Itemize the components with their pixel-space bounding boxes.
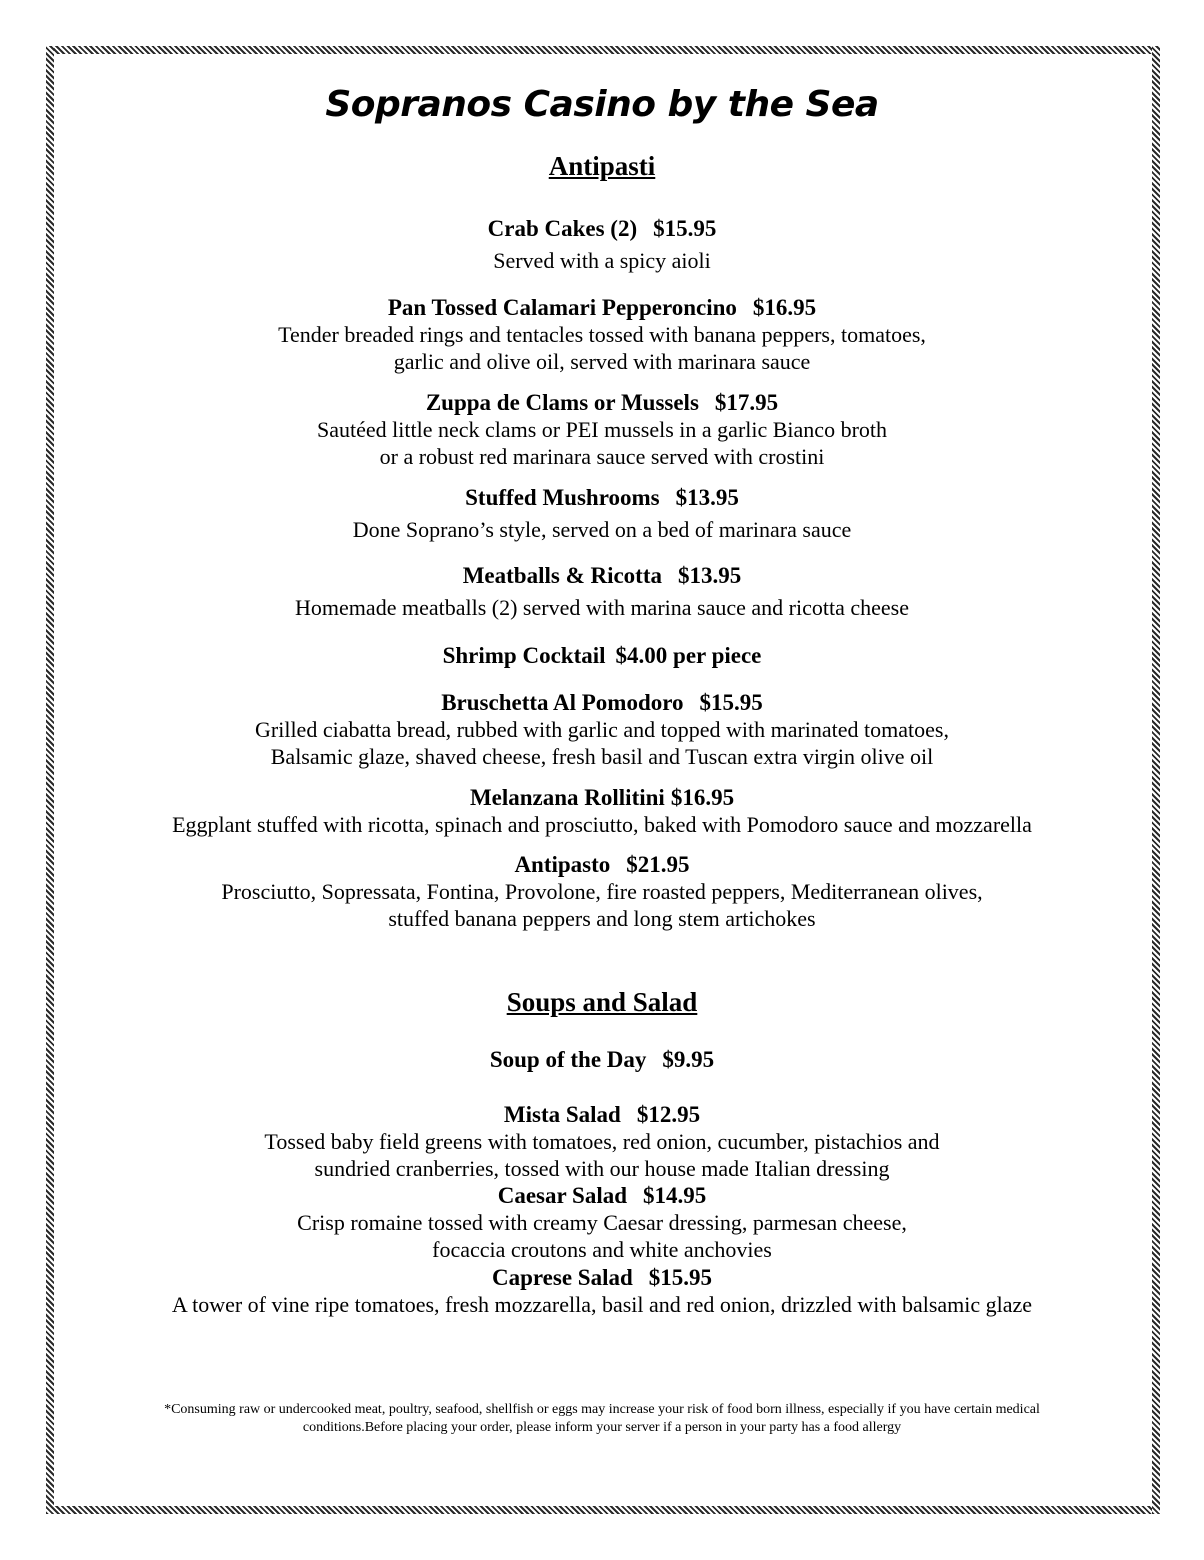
item-name: Meatballs & Ricotta	[462, 563, 663, 588]
item-description: or a robust red marinara sauce served with crostini	[379, 444, 825, 469]
item-price: $15.95	[648, 1265, 713, 1290]
border-bottom	[46, 1506, 1160, 1514]
item-price: $4.00 per piece	[615, 643, 762, 668]
menu-item	[0, 1264, 1204, 1318]
item-name: Crab Cakes (2)	[487, 216, 638, 241]
menu-item	[0, 484, 1204, 543]
item-description: Tender breaded rings and tentacles tossed with banana peppers, tomatoes,	[278, 322, 926, 347]
disclaimer-line: *Consuming raw or undercooked meat, poultry, seafood, shellfish or eggs may increase your risk of food born illness, especially if you have certain medical	[164, 1402, 1040, 1417]
item-description: sundried cranberries, tossed with our house made Italian dressing	[314, 1156, 890, 1181]
menu-item	[0, 294, 1204, 375]
item-description: focaccia croutons and white anchovies	[432, 1237, 772, 1262]
menu-item	[0, 1046, 1204, 1073]
item-description: Sautéed little neck clams or PEI mussels in a garlic Bianco broth	[316, 417, 888, 442]
item-name: Antipasto	[514, 852, 611, 877]
item-name: Zuppa de Clams or Mussels	[425, 390, 699, 415]
item-price: $15.95	[699, 690, 763, 715]
menu-item	[0, 851, 1204, 932]
item-price: $21.95	[626, 852, 690, 877]
item-description: Eggplant stuffed with ricotta, spinach and prosciutto, baked with Pomodoro sauce and mozzarella	[172, 812, 1032, 837]
item-name: Soup of the Day	[489, 1047, 647, 1072]
item-description: Tossed baby field greens with tomatoes, red onion, cucumber, pistachios and	[264, 1129, 940, 1154]
restaurant-title: Sopranos Casino by the Sea	[325, 84, 879, 125]
item-price: $16.95	[752, 295, 817, 320]
disclaimer-line: conditions.Before placing your order, please inform your server if a person in your party has a food allergy	[302, 1420, 902, 1435]
item-description: Done Soprano’s style, served on a bed of marinara sauce	[352, 517, 852, 542]
item-name: Caesar Salad	[497, 1183, 628, 1208]
section-heading-antipasti: Antipasti	[548, 151, 656, 181]
menu-item	[0, 689, 1204, 770]
item-description: Crisp romaine tossed with creamy Caesar dressing, parmesan cheese,	[297, 1210, 907, 1235]
item-description: Served with a spicy aioli	[493, 248, 711, 273]
section-heading-soups-and-salad: Soups and Salad	[506, 987, 698, 1017]
item-price: $9.95	[662, 1047, 715, 1072]
item-price: $17.95	[714, 390, 779, 415]
item-description: stuffed banana peppers and long stem artichokes	[388, 906, 816, 931]
item-price: $14.95	[643, 1183, 707, 1208]
item-price: $13.95	[675, 485, 739, 510]
item-description: garlic and olive oil, served with marinara sauce	[393, 349, 811, 374]
item-description: Grilled ciabatta bread, rubbed with garlic and topped with marinated tomatoes,	[255, 717, 949, 742]
menu-item	[0, 642, 1204, 669]
item-price: $16.95	[670, 785, 735, 810]
menu-item	[0, 215, 1204, 274]
item-description: Prosciutto, Sopressata, Fontina, Provolone, fire roasted peppers, Mediterranean olives,	[221, 879, 983, 904]
menu-item	[0, 562, 1204, 621]
item-description: Homemade meatballs (2) served with marina sauce and ricotta cheese	[295, 595, 909, 620]
item-description: Balsamic glaze, shaved cheese, fresh basil and Tuscan extra virgin olive oil	[270, 744, 934, 769]
menu-item	[0, 784, 1204, 838]
item-name: Caprese Salad	[491, 1265, 633, 1290]
menu-item	[0, 1182, 1204, 1263]
item-name: Mista Salad	[503, 1102, 621, 1127]
menu-item	[0, 389, 1204, 470]
item-price: $15.95	[653, 216, 717, 241]
item-name: Bruschetta Al Pomodoro	[441, 690, 684, 715]
item-description: A tower of vine ripe tomatoes, fresh mozzarella, basil and red onion, drizzled with balsamic glaze	[171, 1292, 1033, 1317]
food-safety-disclaimer	[100, 1401, 1104, 1437]
item-name: Stuffed Mushrooms	[465, 485, 660, 510]
item-price: $12.95	[636, 1102, 701, 1127]
item-name: Melanzana Rollitini	[469, 785, 665, 810]
border-top	[46, 46, 1160, 54]
item-name: Pan Tossed Calamari Pepperoncino	[387, 295, 737, 320]
menu-item	[0, 1101, 1204, 1182]
item-price: $13.95	[678, 563, 742, 588]
item-name: Shrimp Cocktail	[442, 643, 606, 668]
